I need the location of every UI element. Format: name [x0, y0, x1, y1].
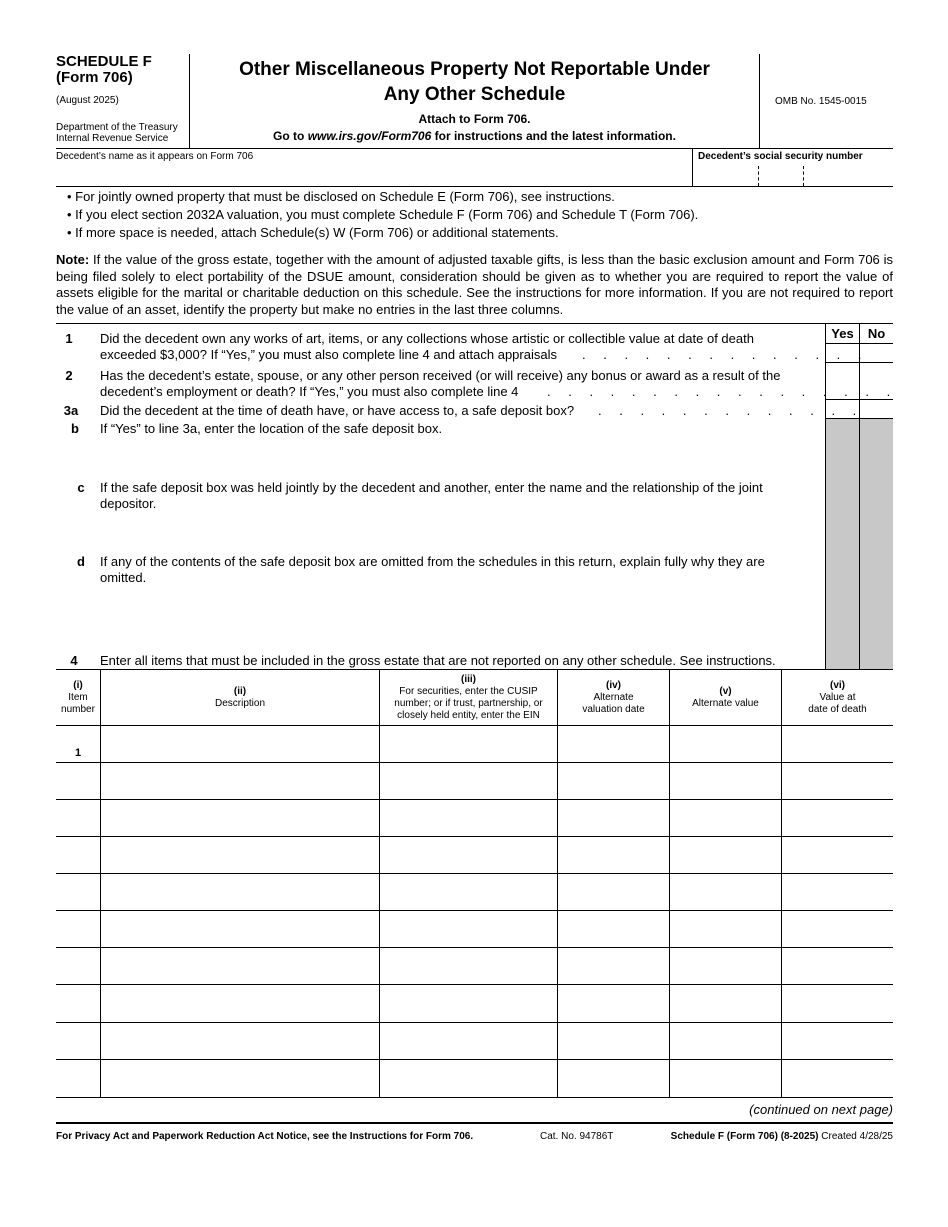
header-divider-right	[759, 54, 760, 148]
q3c-text-line2: depositor.	[100, 496, 157, 511]
table-row-rule	[56, 873, 893, 874]
header-bottom-rule	[56, 148, 893, 149]
col6-label-line2: date of death	[808, 704, 867, 715]
privacy-notice: For Privacy Act and Paperwork Reduction Act Notice, see the Instructions for Form 706.	[56, 1131, 474, 1142]
table-header-bottom-rule	[56, 725, 893, 726]
q1-text-line1: Did the decedent own any works of art, items, or any collections whose artistic or collectible value at date of death	[100, 331, 754, 346]
yes-shaded-area	[826, 419, 859, 669]
note-paragraph	[56, 252, 893, 318]
note-text: If the value of the gross estate, together with the amount of adjusted taxable gifts, is less than the basic exclusion amount and Form 706 is being filed solely to elect portability of the DSUE amount, consideration should be given as to whether you are required to report the value of assets eligible for the marital or charitable deduction on this schedule. See the instructions for more information. If you are not required to report the value of an asset, identify the property but make no entries in the last three columns.	[56, 252, 893, 317]
col-item-number-header	[56, 680, 100, 716]
decedent-name-input[interactable]	[56, 164, 690, 186]
col-divider-1	[100, 669, 101, 1097]
bullet-joint-property: • For jointly owned property that must be disclosed on Schedule E (Form 706), see instructions.	[67, 189, 615, 204]
q3c-joint-depositor-input[interactable]	[100, 514, 819, 554]
col-alt-value-header	[670, 686, 781, 710]
attach-instruction: Attach to Form 706.	[418, 112, 531, 126]
col2-roman: (ii)	[233, 686, 247, 697]
goto-instruction	[190, 129, 759, 143]
q1-text-line2: exceeded $3,000? If “Yes,” you must also complete line 4 and attach appraisals	[100, 347, 557, 362]
q3a-leader-dots: . . . . . . . . . . . . .	[598, 403, 864, 418]
table-row-rule	[56, 762, 893, 763]
q2-text-line1: Has the decedent’s estate, spouse, or any other person received (or will receive) any bonus or award as a result of the	[100, 368, 781, 383]
col-cusip-header	[380, 674, 557, 722]
questions-top-rule	[56, 323, 893, 324]
name-row-bottom-rule	[56, 186, 893, 187]
col4-roman: (iv)	[606, 680, 621, 691]
item-1-description-input[interactable]	[103, 729, 380, 761]
q3d-text-line1: If any of the contents of the safe deposit box are omitted from the schedules in this return, explain fully why they are	[100, 554, 765, 569]
q3c-text-line1: If the safe deposit box was held jointly by the decedent and another, enter the name and the relationship of the joint	[100, 480, 763, 495]
q4-text: Enter all items that must be included in the gross estate that are not reported on any other schedule. See instructions.	[100, 653, 776, 668]
col4-label-line2: valuation date	[582, 704, 645, 715]
q3a-number: 3a	[63, 403, 79, 418]
col3-label-line3: closely held entity, enter the EIN	[397, 710, 540, 721]
footer-rule	[56, 1122, 893, 1124]
q1-leader-dots: . . . . . . . . . . . . . .	[582, 347, 869, 362]
yes-header: Yes	[831, 326, 854, 341]
irs-link[interactable]: www.irs.gov/Form706	[307, 129, 432, 143]
continued-note: (continued on next page)	[749, 1102, 893, 1117]
form-number: (Form 706)	[56, 69, 133, 86]
goto-suffix: for instructions and the latest information.	[431, 129, 676, 143]
q4-number: 4	[70, 653, 78, 668]
revision-date: (August 2025)	[56, 95, 119, 106]
q3c-letter: c	[77, 480, 85, 495]
footer-form-reference	[671, 1131, 893, 1143]
col1-label-line1: Item	[68, 692, 88, 703]
q3b-letter: b	[71, 421, 79, 436]
form-title-line2: Any Other Schedule	[383, 84, 566, 105]
table-row-rule	[56, 1059, 893, 1060]
department: Department of the Treasury	[56, 122, 178, 133]
q3b-location-input[interactable]	[100, 440, 819, 480]
goto-prefix: Go to	[273, 129, 308, 143]
col3-roman: (iii)	[461, 674, 476, 685]
ssn-label: Decedent’s social security number	[698, 151, 863, 162]
col5-label: Alternate value	[692, 698, 759, 709]
q3d-omission-explanation-input[interactable]	[100, 588, 819, 652]
table-row-rule	[56, 947, 893, 948]
table-top-rule	[56, 669, 893, 670]
table-bottom-rule	[56, 1097, 893, 1098]
decedent-name-label: Decedent’s name as it appears on Form 706	[56, 151, 254, 162]
footer-form-id: Schedule F (Form 706) (8-2025)	[670, 1131, 819, 1142]
schedule-label: SCHEDULE F	[56, 53, 152, 70]
q2-text-line2: decedent’s employment or death? If “Yes,” you must also complete line 4	[100, 384, 519, 399]
q3d-text-line2: omitted.	[100, 570, 147, 585]
col1-roman: (i)	[73, 680, 83, 691]
col-value-at-death-header	[782, 680, 893, 716]
col5-roman: (v)	[719, 686, 732, 697]
item-1-value-at-death-input[interactable]	[784, 729, 894, 761]
catalog-number: Cat. No. 94786T	[540, 1131, 614, 1142]
table-row-rule	[56, 984, 893, 985]
q3a-no-checkbox[interactable]	[860, 400, 893, 418]
bullet-more-space: • If more space is needed, attach Schedule(s) W (Form 706) or additional statements.	[67, 225, 559, 240]
item-1-alt-value-input[interactable]	[672, 729, 782, 761]
col6-label-line1: Value at	[819, 692, 856, 703]
ssn-divider	[692, 148, 693, 186]
ssn-input[interactable]	[694, 166, 894, 186]
item-1-alt-date-input[interactable]	[560, 729, 670, 761]
no-shaded-area	[860, 419, 893, 669]
table-row-rule	[56, 910, 893, 911]
table-row-rule	[56, 1022, 893, 1023]
q2-number: 2	[65, 368, 73, 383]
col4-label-line1: Alternate	[593, 692, 634, 703]
no-header: No	[867, 326, 886, 341]
q3a-text: Did the decedent at the time of death have, or have access to, a safe deposit box?	[100, 403, 575, 418]
table-row-rule	[56, 836, 893, 837]
col6-roman: (vi)	[830, 680, 845, 691]
col3-label-line2: number; or if trust, partnership, or	[394, 698, 543, 709]
col-alt-valuation-date-header	[558, 680, 669, 716]
col1-label-line2: number	[61, 704, 95, 715]
note-label: Note:	[56, 252, 90, 267]
agency: Internal Revenue Service	[56, 133, 169, 144]
table-row-rule	[56, 799, 893, 800]
q3d-letter: d	[77, 554, 85, 569]
col-description-header	[101, 686, 379, 710]
footer-created-date: Created 4/28/25	[818, 1131, 893, 1142]
col2-label: Description	[214, 698, 266, 709]
bullet-2032a: • If you elect section 2032A valuation, you must complete Schedule F (Form 706) and Schedule T (Form 706).	[67, 207, 699, 222]
q3b-text: If “Yes” to line 3a, enter the location of the safe deposit box.	[100, 421, 443, 436]
q2-leader-dots: . . . . . . . . . . . . . . . . .	[547, 384, 898, 399]
col3-label-line1: For securities, enter the CUSIP	[399, 686, 538, 697]
omb-number: OMB No. 1545-0015	[775, 96, 867, 107]
first-item-number: 1	[74, 747, 82, 759]
form-title-line1: Other Miscellaneous Property Not Reportable Under	[239, 59, 710, 80]
q1-number: 1	[65, 331, 73, 346]
item-1-cusip-input[interactable]	[382, 729, 558, 761]
